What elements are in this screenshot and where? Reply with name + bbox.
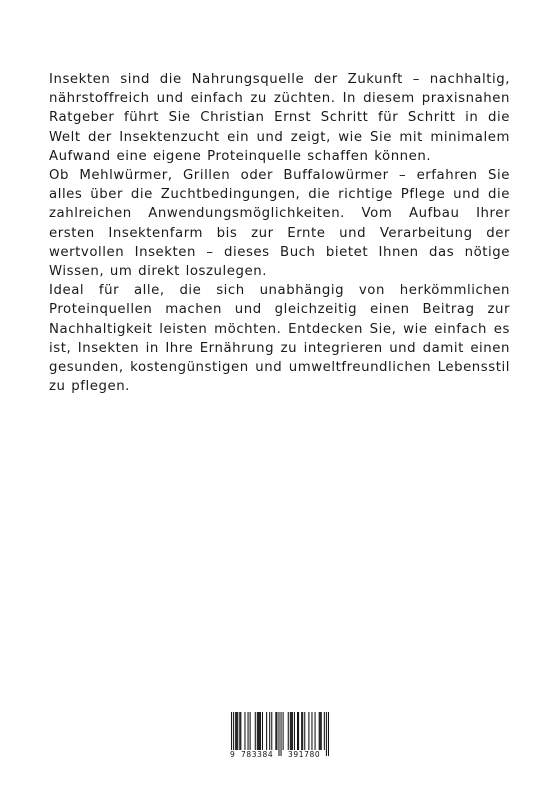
barcode-bar: [240, 712, 241, 750]
barcode-bar: [311, 712, 312, 750]
barcode-bar: [292, 712, 293, 750]
blurb-paragraph-2: Ob Mehlwürmer, Grillen oder Buffalowürmer – erfahren Sie alles über die Zuchtbedingungen, die richtige Pflege und die zahlreichen Anwendungsmöglichkeiten. Vom Aufbau Ihrer ersten Insektenfarm bis zur Ernte und Verarbeitung der wertvollen Insekten – dieses Buch bietet Ihnen das nötige Wissen, um direkt loszulegen.: [49, 168, 510, 280]
barcode-bar: [266, 712, 267, 750]
barcode-bar: [244, 712, 245, 750]
blurb-paragraph-1: Insekten sind die Nahrungsquelle der Zukunft – nachhaltig, nährstoffreich und einfach zu züchten. In diesem praxisnahen Ratgeber führt Sie Christian Ernst Schritt für Schritt in die Welt der Insektenzucht ein und zeigt, wie Sie mit minimalem Aufwand eine eigene Proteinquelle schaffen können.: [49, 72, 510, 164]
barcode-bar: [308, 712, 309, 750]
barcode-bar: [324, 712, 325, 750]
barcode-bar: [250, 712, 251, 750]
barcode-left-digits: 783384: [241, 750, 274, 759]
barcode-bar: [320, 712, 321, 750]
barcode-bar: [319, 712, 320, 750]
barcode-bar: [235, 712, 236, 750]
barcode-bar: [269, 712, 270, 750]
blurb-paragraph-3: Ideal für alle, die sich unabhängig von herkömmlichen Proteinquellen machen und gleichzeitig einen Beitrag zur Nachhaltigkeit leisten möchten. Entdecken Sie, wie einfach es ist, Insekten in Ihre Ernährung zu integrieren und damit einen gesunden, kostengünstigen und umweltfreundlichen Lebensstil zu pflegen.: [49, 283, 510, 395]
barcode-bar: [271, 712, 272, 750]
barcode-bar: [260, 712, 261, 750]
barcode-bar: [291, 712, 292, 750]
barcode-bar: [288, 712, 289, 750]
barcode-bar: [294, 712, 295, 750]
barcode-bar: [255, 712, 256, 750]
barcode-bar: [290, 712, 291, 750]
barcode-bar: [236, 712, 237, 750]
barcode-bar: [276, 712, 277, 750]
barcode-bar: [239, 712, 240, 750]
barcode-right-digits: 391780: [288, 750, 321, 759]
barcode-first-digit: 9: [230, 750, 235, 759]
barcode-bar: [297, 712, 298, 750]
barcode-bar: [301, 712, 302, 750]
barcode-bar: [298, 712, 299, 750]
barcode-bar: [258, 712, 259, 750]
isbn-barcode: [230, 712, 330, 760]
barcode-bar: [304, 712, 305, 750]
blurb-text: [49, 70, 510, 396]
barcode-bar: [237, 712, 238, 750]
barcode-bar: [275, 712, 276, 750]
barcode-bar: [315, 712, 316, 750]
barcode-bar: [302, 712, 303, 750]
barcode-bar: [283, 712, 284, 750]
barcode-bar: [259, 712, 260, 750]
barcode-bar: [248, 712, 249, 750]
barcode-digits: [230, 750, 330, 760]
barcode-bar: [257, 712, 258, 750]
barcode-bar: [321, 712, 322, 750]
barcode-bar: [262, 712, 263, 750]
